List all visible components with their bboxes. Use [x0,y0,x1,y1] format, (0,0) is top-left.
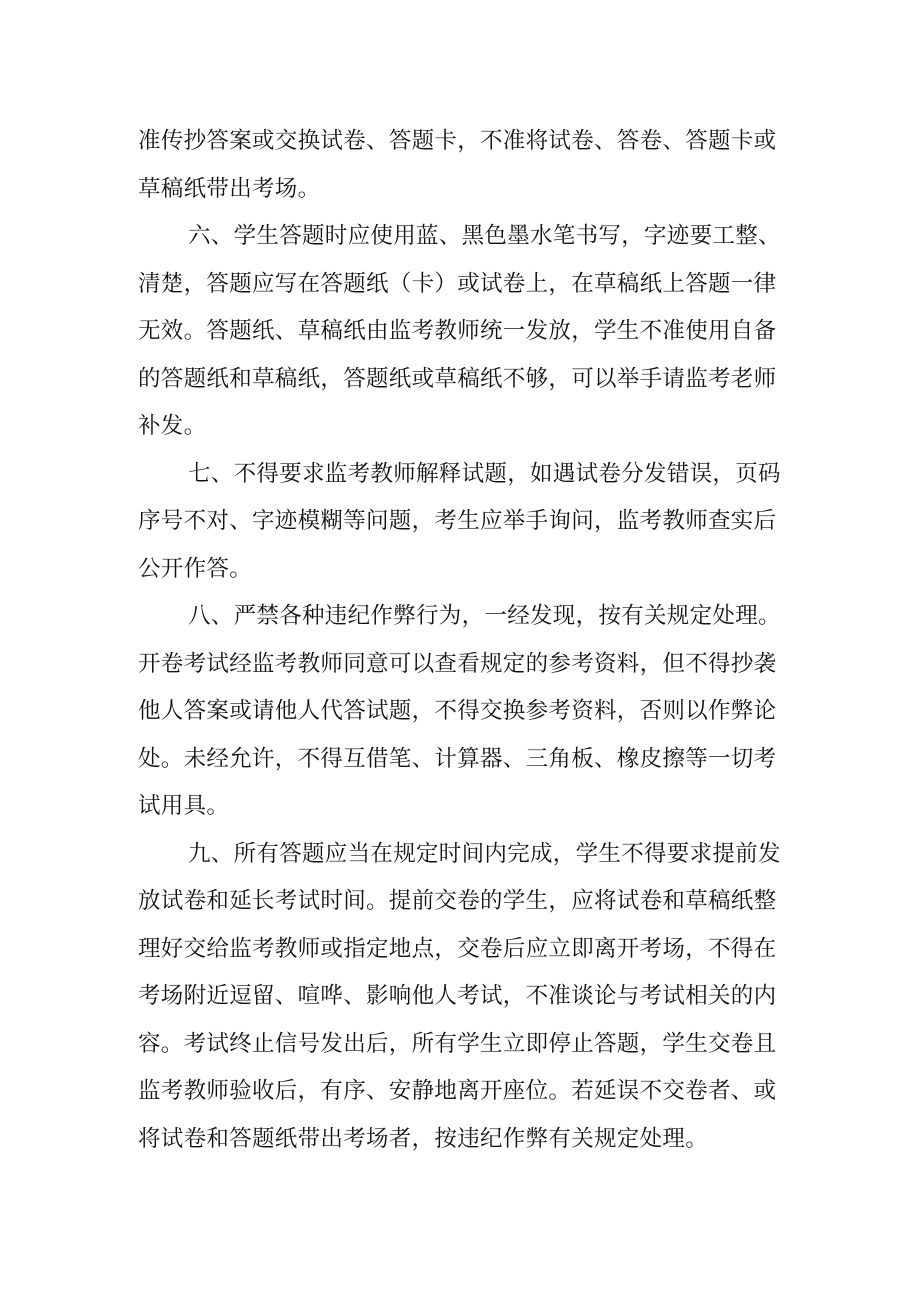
text-line: 处。未经允许，不得互借笔、计算器、三角板、橡皮擦等一切考 [138,745,777,772]
text-line: 监考教师验收后，有序、安静地离开座位。若延误不交卷者、或 [138,1078,777,1104]
text-line: 考场附近逗留、喧哗、影响他人考试，不准谈论与考试相关的内 [138,983,777,1009]
text-line: 他人答案或请他人代答试题，不得交换参考资料，否则以作弊论 [138,698,777,724]
text-line: 补发。 [138,413,207,439]
text-line: 草稿纸带出考场。 [138,175,321,202]
text-line: 容。考试终止信号发出后，所有学生立即停止答题，学生交卷且 [138,1030,777,1057]
text-line: 无效。答题纸、草稿纸由监考教师统一发放，学生不准使用自备 [138,318,777,344]
text-line: 试用具。 [138,793,230,819]
document-body [138,118,788,1163]
text-line: 公开作答。 [138,555,253,582]
text-line: 开卷考试经监考教师同意可以查看规定的参考资料，但不得抄袭 [138,650,777,677]
paragraph-8-start: 八、严禁各种违纪作弊行为，一经发现，按有关规定处理。 [188,603,781,629]
text-line: 将试卷和答题纸带出考场者，按违纪作弊有关规定处理。 [138,1125,709,1152]
text-line: 理好交给监考教师或指定地点，交卷后应立即离开考场，不得在 [138,935,777,962]
paragraph-9-start: 九、所有答题应当在规定时间内完成，学生不得要求提前发 [188,840,781,867]
text-line: 的答题纸和草稿纸，答题纸或草稿纸不够，可以举手请监考老师 [138,365,777,392]
paragraph-7-start: 七、不得要求监考教师解释试题，如遇试卷分发错误，页码 [188,460,781,487]
text-line: 放试卷和延长考试时间。提前交卷的学生，应将试卷和草稿纸整 [138,888,777,914]
text-line: 序号不对、字迹模糊等问题，考生应举手询问，监考教师查实后 [138,508,777,534]
text-line: 准传抄答案或交换试卷、答题卡，不准将试卷、答卷、答题卡或 [138,128,777,154]
paragraph-6-start: 六、学生答题时应使用蓝、黑色墨水笔书写，字迹要工整、 [188,223,781,249]
text-line: 清楚，答题应写在答题纸（卡）或试卷上，在草稿纸上答题一律 [138,270,777,297]
